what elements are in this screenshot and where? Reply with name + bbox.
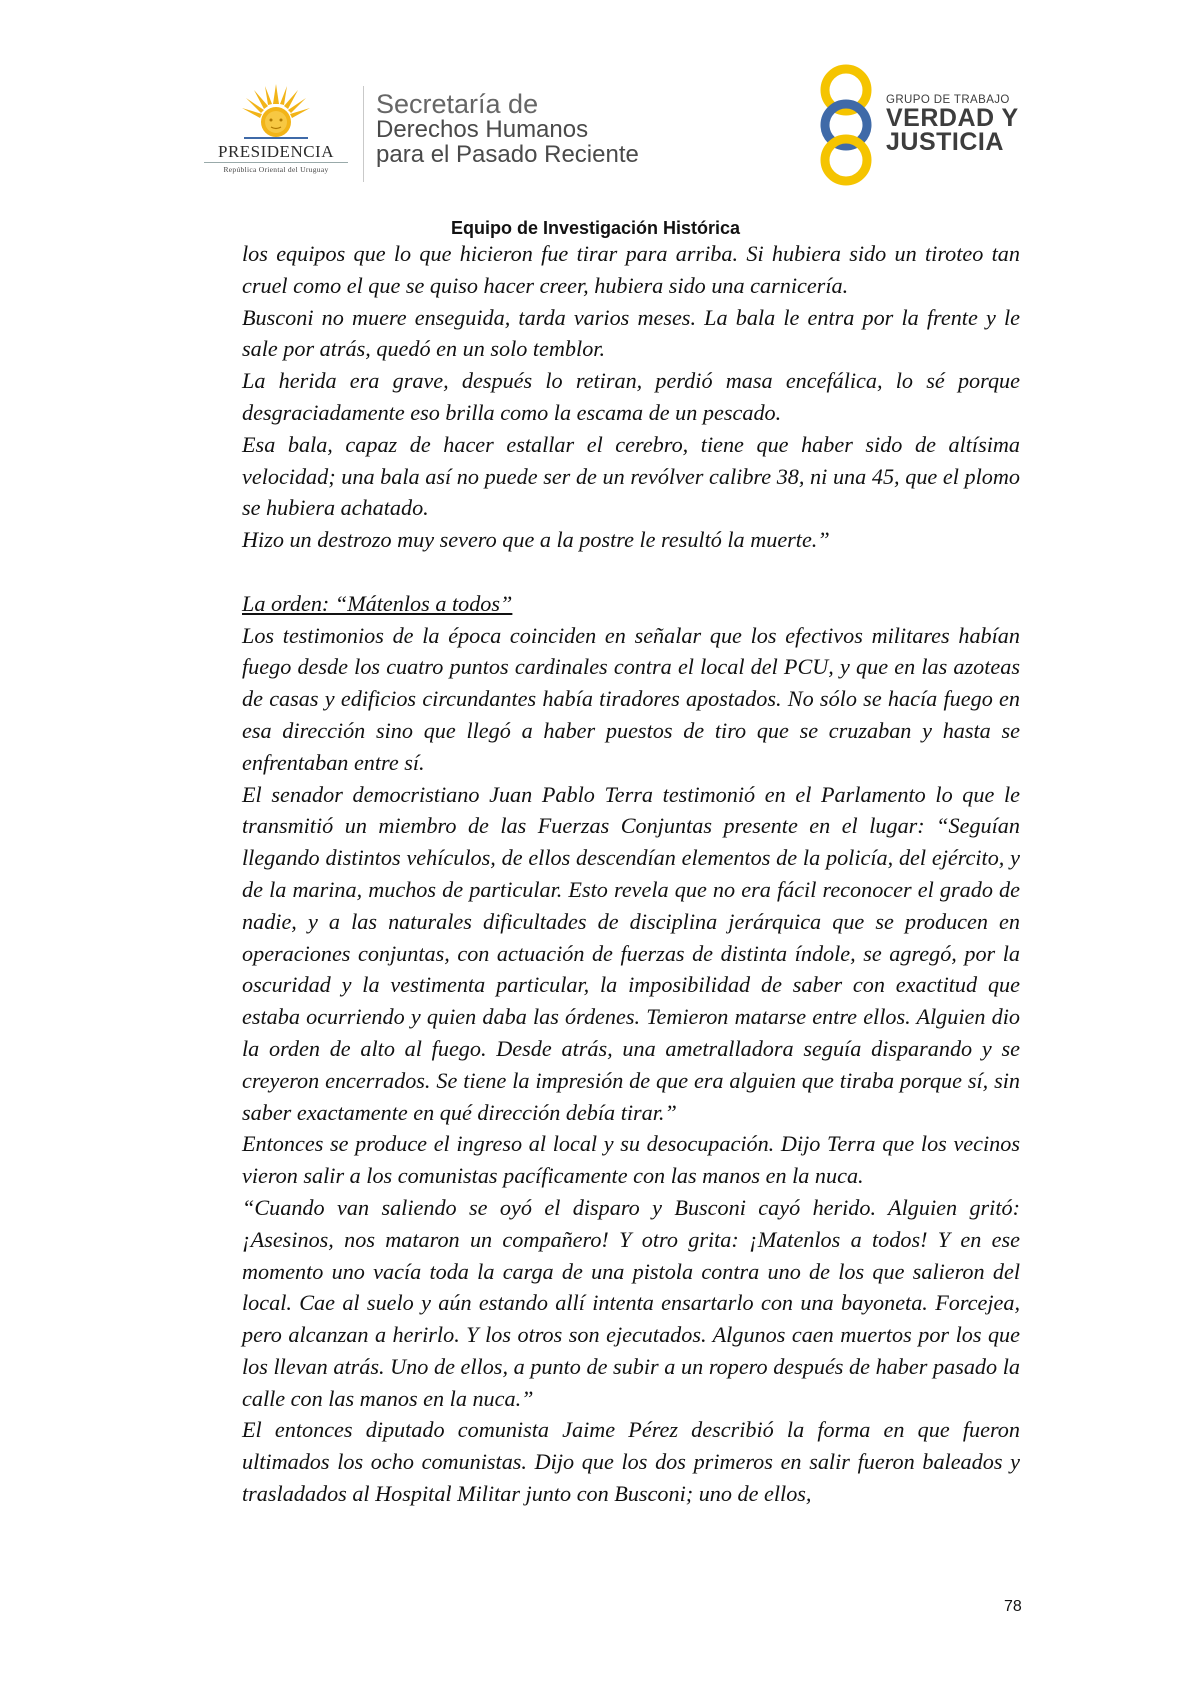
presidencia-rule — [204, 162, 348, 163]
grupo-trabajo-text — [886, 94, 1019, 154]
page-number: 78 — [1004, 1598, 1022, 1615]
grupo-line-2: JUSTICIA — [886, 128, 1004, 156]
header-divider — [363, 86, 364, 182]
grupo-small: GRUPO DE TRABAJO — [886, 94, 1010, 106]
paragraph: Esa bala, capaz de hacer estallar el cerebro, tiene que haber sido de altísima velocidad; una bala así no puede ser de un revólver calibre 38, ni una 45, que el plomo se hubiera achatado. — [242, 431, 1020, 521]
blank-line — [242, 556, 1020, 588]
paragraph: los equipos que lo que hicieron fue tirar para arriba. Si hubiera sido un tiroteo tan cruel como el que se quiso hacer creer, hubiera sido una carnicería. — [242, 241, 1020, 298]
paragraph: Entonces se produce el ingreso al local y su desocupación. Dijo Terra que los vecinos vieron salir a los comunistas pacíficamente con las manos en la nuca. — [242, 1131, 1020, 1189]
document-body — [242, 238, 1020, 1510]
secretaria-line-1: Secretaría de — [376, 89, 539, 119]
page-header — [0, 0, 1191, 210]
paragraph: La herida era grave, después lo retiran, perdió masa encefálica, lo sé porque desgraciadamente eso brilla como la escama de un pescado. — [242, 368, 1020, 425]
team-title: Equipo de Investigación Histórica — [450, 218, 741, 238]
paragraph: Los testimonios de la época coinciden en señalar que los efectivos militares habían fuego desde los cuatro puntos cardinales contra el local del PCU, y que en las azoteas de casas y edificios circundantes había tiradores apostados. No sólo se hacía fuego en esa dirección sino que llegó a haber puestos de tiro que se cruzaban y hasta se enfrentaban entre sí. — [242, 622, 1020, 775]
section-heading: La orden: “Mátenlos a todos” — [242, 590, 513, 616]
paragraph: Busconi no muere enseguida, tarda varios meses. La bala le entra por la frente y le sale por atrás, quedó en un solo temblor. — [242, 304, 1020, 362]
presidencia-subtitle: República Oriental del Uruguay — [223, 165, 329, 174]
paragraph: “Cuando van saliendo se oyó el disparo y Busconi cayó herido. Alguien gritó: ¡Asesinos, nos mataron un compañero! Y otro grita: ¡Matenlos a todos! Y en ese momento uno vacía toda la carga de una pistola contra uno de los que salieron del local. Cae al suelo y aún estando allí intenta ensartarlo con una bayoneta. Forcejea, pero alcanzan a herirlo. Y los otros son ejecutados. Algunos caen muertos por los que los llevan atrás. Uno de ellos, a punto de subir a un ropero después de haber pasado la calle con las manos en la nuca.” — [242, 1194, 1020, 1411]
presidencia-name: PRESIDENCIA — [217, 142, 334, 161]
secretaria-line-3: para el Pasado Reciente — [376, 141, 639, 168]
secretaria-logo-text — [376, 89, 639, 168]
secretaria-line-2: Derechos Humanos — [376, 116, 589, 143]
paragraph: Hizo un destrozo muy severo que a la postre le resultó la muerte.” — [242, 527, 830, 553]
grupo-line-1: VERDAD Y — [886, 104, 1019, 132]
paragraph: El entonces diputado comunista Jaime Pérez describió la forma en que fueron ultimados los ocho comunistas. Dijo que los dos primeros en salir fueron baleados y trasladados al Hospital Militar junto con Busconi; uno de ellos, — [242, 1417, 1020, 1507]
paragraph: El senador democristiano Juan Pablo Terra testimonió en el Parlamento lo que le transmitió un miembro de las Fuerzas Conjuntas presente en el lugar: “Seguían llegando distintos vehículos, de ellos descendían elementos de la policía, del ejército, y de la marina, muchos de particular. Esto revela que no era fácil reconocer el grado de nadie, y a las naturales dificultades de disciplina jerárquica que se producen en operaciones conjuntas, con actuación de fuerzas de distinta índole, se agregó, por la oscuridad y la vestimenta particular, la imposibilidad de saber con exactitud que estaba ocurriendo y quien daba las órdenes. Temieron matarse entre ellos. Alguien dio la orden de alto al fuego. Desde atrás, una ametralladora seguía disparando y se creyeron encerrados. Se tiene la impresión de que era alguien que tiraba porque sí, sin saber exactamente en qué dirección debía tirar.” — [242, 781, 1020, 1125]
presidencia-logo — [196, 82, 356, 182]
sun-icon — [240, 82, 312, 144]
linked-rings-icon — [806, 64, 886, 186]
